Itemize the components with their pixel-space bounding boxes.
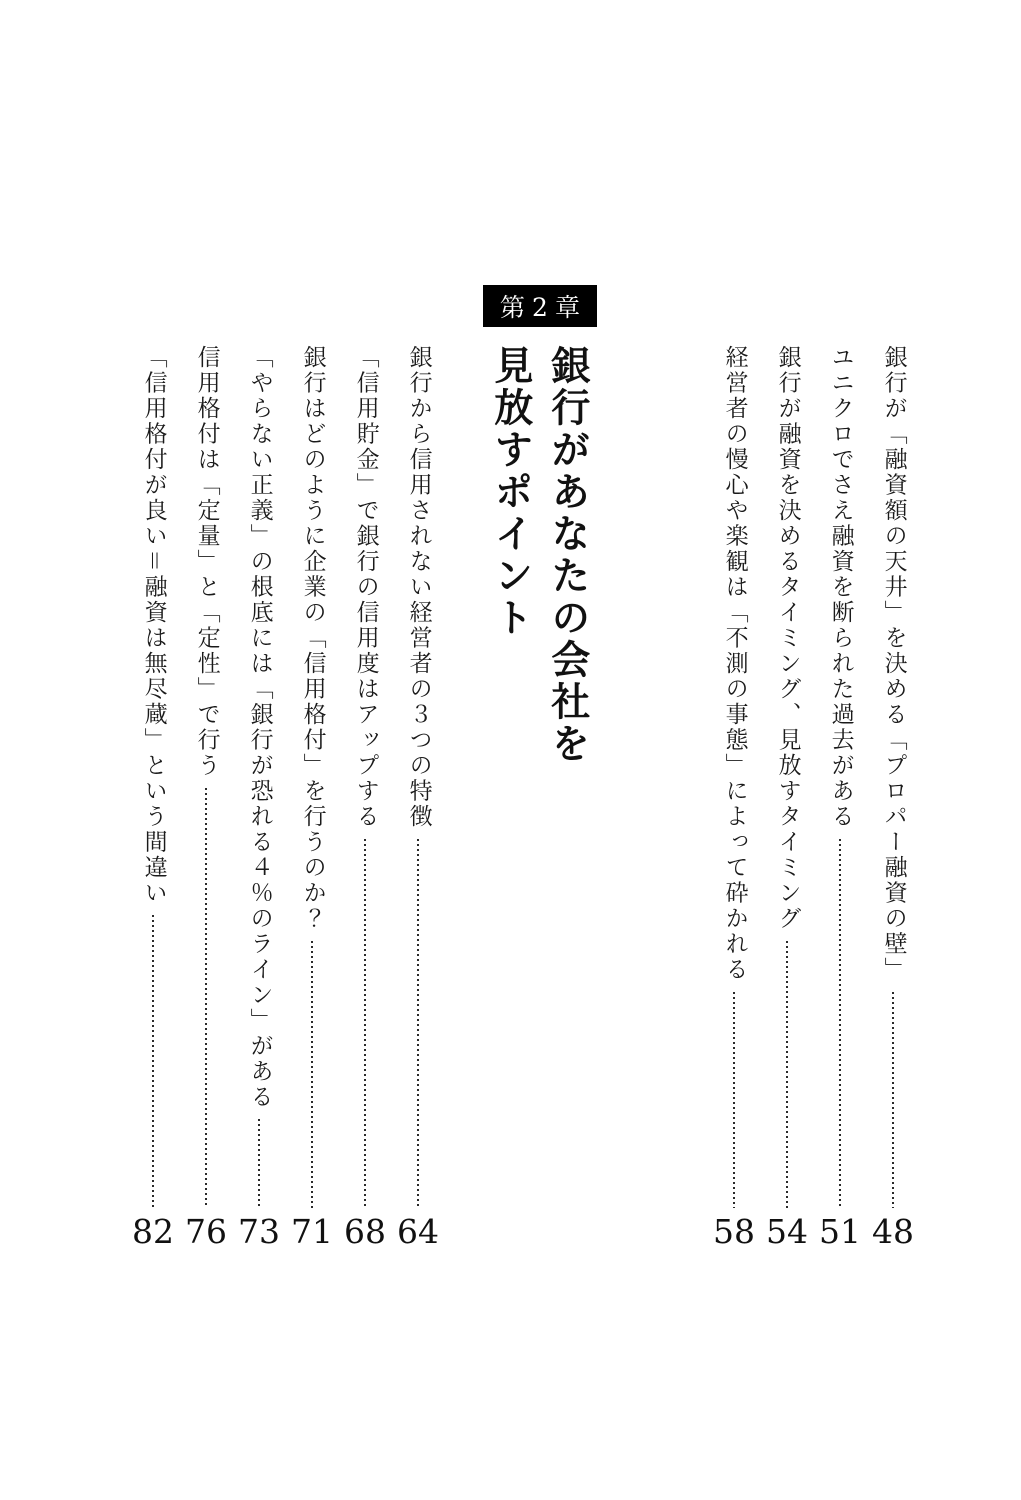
toc-entry-page-number: 71 [291, 1212, 333, 1251]
dotted-leader [364, 839, 366, 1209]
toc-entry-page-number: 68 [344, 1212, 386, 1251]
toc-entry [236, 345, 282, 1251]
toc-entry-page-number: 58 [713, 1212, 755, 1251]
toc-entry-title: 信用格付は「定量」と「定性」で行う [193, 345, 220, 779]
toc-entry-title: 銀行が「融資額の天井」を決める「プロパー融資の壁」 [880, 345, 907, 983]
dotted-leader [258, 1119, 260, 1208]
chapter-title-line-1: 銀行があなたの会社を [544, 345, 591, 765]
toc-entry-title: 「やらない正義」の根底には「銀行が恐れる４％のライン」がある [246, 345, 273, 1110]
toc-entry-title: 銀行はどのように企業の「信用格付」を行うのか？ [299, 345, 326, 932]
toc-entry-title: ユニクロでさえ融資を断られた過去がある [827, 345, 854, 830]
dotted-leader [786, 941, 788, 1209]
dotted-leader [839, 839, 841, 1209]
toc-entry [183, 345, 229, 1251]
chapter-title-line-2: 見放すポイント [487, 345, 534, 639]
toc-entry [130, 345, 176, 1251]
dotted-leader [205, 788, 207, 1209]
chapter-label: 第2章 [500, 293, 587, 322]
dotted-leader [733, 992, 735, 1209]
toc-entry-title: 「信用格付が良い＝融資は無尽蔵」という間違い [140, 345, 167, 906]
toc-entry [289, 345, 335, 1251]
toc-entry-title: 「信用貯金」で銀行の信用度はアップする [352, 345, 379, 830]
dotted-leader [311, 941, 313, 1209]
toc-entry-page-number: 64 [397, 1212, 439, 1251]
toc-entry-title: 経営者の慢心や楽観は「不測の事態」によって砕かれる [721, 345, 748, 983]
toc-entry-page-number: 82 [132, 1212, 174, 1251]
toc-entry [342, 345, 388, 1251]
toc-entry [870, 345, 916, 1251]
toc-entry-page-number: 51 [819, 1212, 861, 1251]
dotted-leader [152, 915, 154, 1208]
dotted-leader [892, 992, 894, 1209]
toc-entry-page-number: 73 [238, 1212, 280, 1251]
toc-entry-page-number: 54 [766, 1212, 808, 1251]
toc-entry [764, 345, 810, 1251]
toc-entry [711, 345, 757, 1251]
chapter-number-box [483, 285, 597, 327]
toc-entry [395, 345, 441, 1251]
toc-entry-title: 銀行が融資を決めるタイミング、見放すタイミング [774, 345, 801, 932]
toc-entry-page-number: 48 [872, 1212, 914, 1251]
toc-entry-page-number: 76 [185, 1212, 227, 1251]
toc-entry-title: 銀行から信用されない経営者の３つの特徴 [405, 345, 432, 830]
dotted-leader [417, 839, 419, 1209]
toc-entry [817, 345, 863, 1251]
